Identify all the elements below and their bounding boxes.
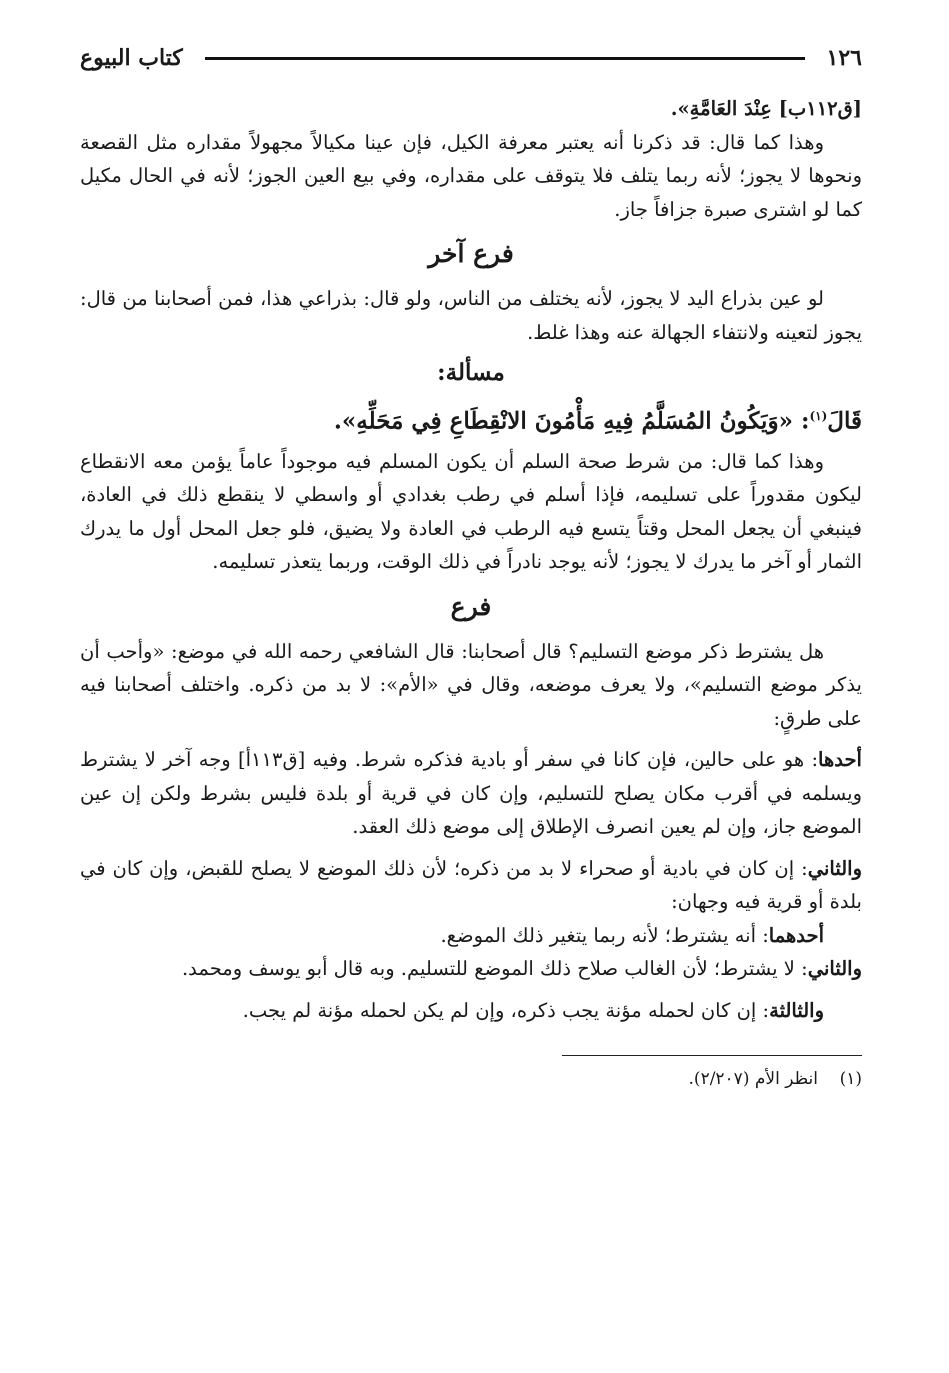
text-second: : إن كان في بادية أو صحراء لا بد من ذكره؛ لأن ذلك الموضع لا يصلح للقبض، وإن كان في بلدة أو قرية فيه وجهان:: [80, 856, 862, 914]
page-header: [80, 38, 862, 78]
label-third: والثالثة: [769, 998, 824, 1022]
text-wajh-2: : لا يشترط؛ لأن الغالب صلاح ذلك الموضع للتسليم. وبه قال أبو يوسف ومحمد.: [181, 957, 808, 981]
heading-far: فرع: [450, 591, 492, 621]
heading-masala: مسألة:: [437, 359, 505, 386]
footnote-rule: [562, 1055, 862, 1056]
paragraph-wajh-2: [80, 952, 862, 986]
footnote: [80, 1066, 862, 1092]
footnote-text: انظر الأم (٢/٢٠٧).: [688, 1069, 818, 1090]
footnote-ref: (١): [809, 409, 828, 423]
paragraph-wajh-1: [80, 919, 862, 953]
text-third: : إن كان لحمله مؤنة يجب ذكره، وإن لم يكن لحمله مؤنة لم يجب.: [242, 998, 770, 1022]
paragraph-taslim: هل يشترط ذكر موضع التسليم؟ قال أصحابنا: قال الشافعي رحمه الله في موضع: «وأحب أن يذكر موضع التسليم»، ولا يعرف موضعه، وقال في «الأم»: لا بد من ذكره. واختلف أصحابنا فيه على طرقٍ:: [80, 639, 862, 730]
page-number: ١٢٦: [826, 45, 862, 71]
header-rule: [205, 57, 805, 60]
book-title: كتاب البيوع: [80, 45, 183, 71]
continuation-line: [ق١١٢ب] عِنْدَ العَامَّةِ».: [670, 97, 862, 120]
text-wajh-1: : أنه يشترط؛ لأنه ربما يتغير ذلك الموضع.: [440, 923, 769, 947]
paragraph-commentary-1: وهذا كما قال: قد ذكرنا أنه يعتبر معرفة الكيل، فإن عينا مكيالاً مجهولاً مقداره مثل القصعة ونحوها لا يجوز؛ لأنه ربما يتلف فلا يتوقف على مقداره، وفي بيع العين الجوز؛ لأنه في الحال مكيل كما لو اشترى صبرة جزافاً جاز.: [80, 130, 862, 221]
label-wajh-2: والثاني: [807, 957, 862, 981]
paragraph-third-way: [80, 994, 862, 1028]
footnote-number: (١): [839, 1069, 862, 1090]
text-first: : هو على حالين، فإن كانا في سفر أو بادية فذكره شرط. وفيه [ق١١٣أ] وجه آخر لا يشترط ويسلمه في أقرب مكان يصلح للتسليم، وإن كان في قرية أو بلدة فليس بشرط ولكن إن عين الموضع جاز، وإن لم يعين انصرف الإطلاق إلى موضع ذلك العقد.: [80, 748, 862, 839]
label-first: أحدها: [818, 748, 862, 772]
quote-label: قَالَ: [827, 407, 862, 435]
quote-line: [80, 395, 862, 443]
label-wajh-1: أحدهما: [768, 923, 824, 947]
label-second: والثاني: [807, 856, 862, 880]
paragraph-dhira: لو عين بذراع اليد لا يجوز، لأنه يختلف من الناس، ولو قال: بذراعي هذا، فمن أصحابنا من قال: يجوز لتعينه ولانتفاء الجهالة عنه وهذا غلط.: [80, 287, 862, 344]
paragraph-commentary-2: وهذا كما قال: من شرط صحة السلم أن يكون المسلم فيه موجوداً عاماً يؤمن معه الانقطاع ليكون مقدوراً على تسليمه، فإذا أسلم في رطب بغدادي أو واسطي لا ينقطع ذلك في العادة، فينبغي أن يجعل المحل وقتاً يتسع فيه الرطب في العادة ولا يضيق، فلو جعل المحل أول ما يدرك الثمار أو آخر ما يدرك لا يجوز؛ لأنه يوجد نادراً في ذلك الوقت، وربما يتعذر تسليمه.: [80, 449, 862, 574]
heading-far-akhar: فرع آخر: [428, 239, 514, 268]
paragraph-second-way: [80, 852, 862, 919]
paragraph-first-way: [80, 743, 862, 844]
page: [80, 38, 862, 1092]
quote-text: : «وَيَكُونُ المُسَلَّمُ فِيهِ مَأْمُونَ الانْقِطَاعِ فِي مَحَلِّهِ».: [333, 407, 810, 435]
